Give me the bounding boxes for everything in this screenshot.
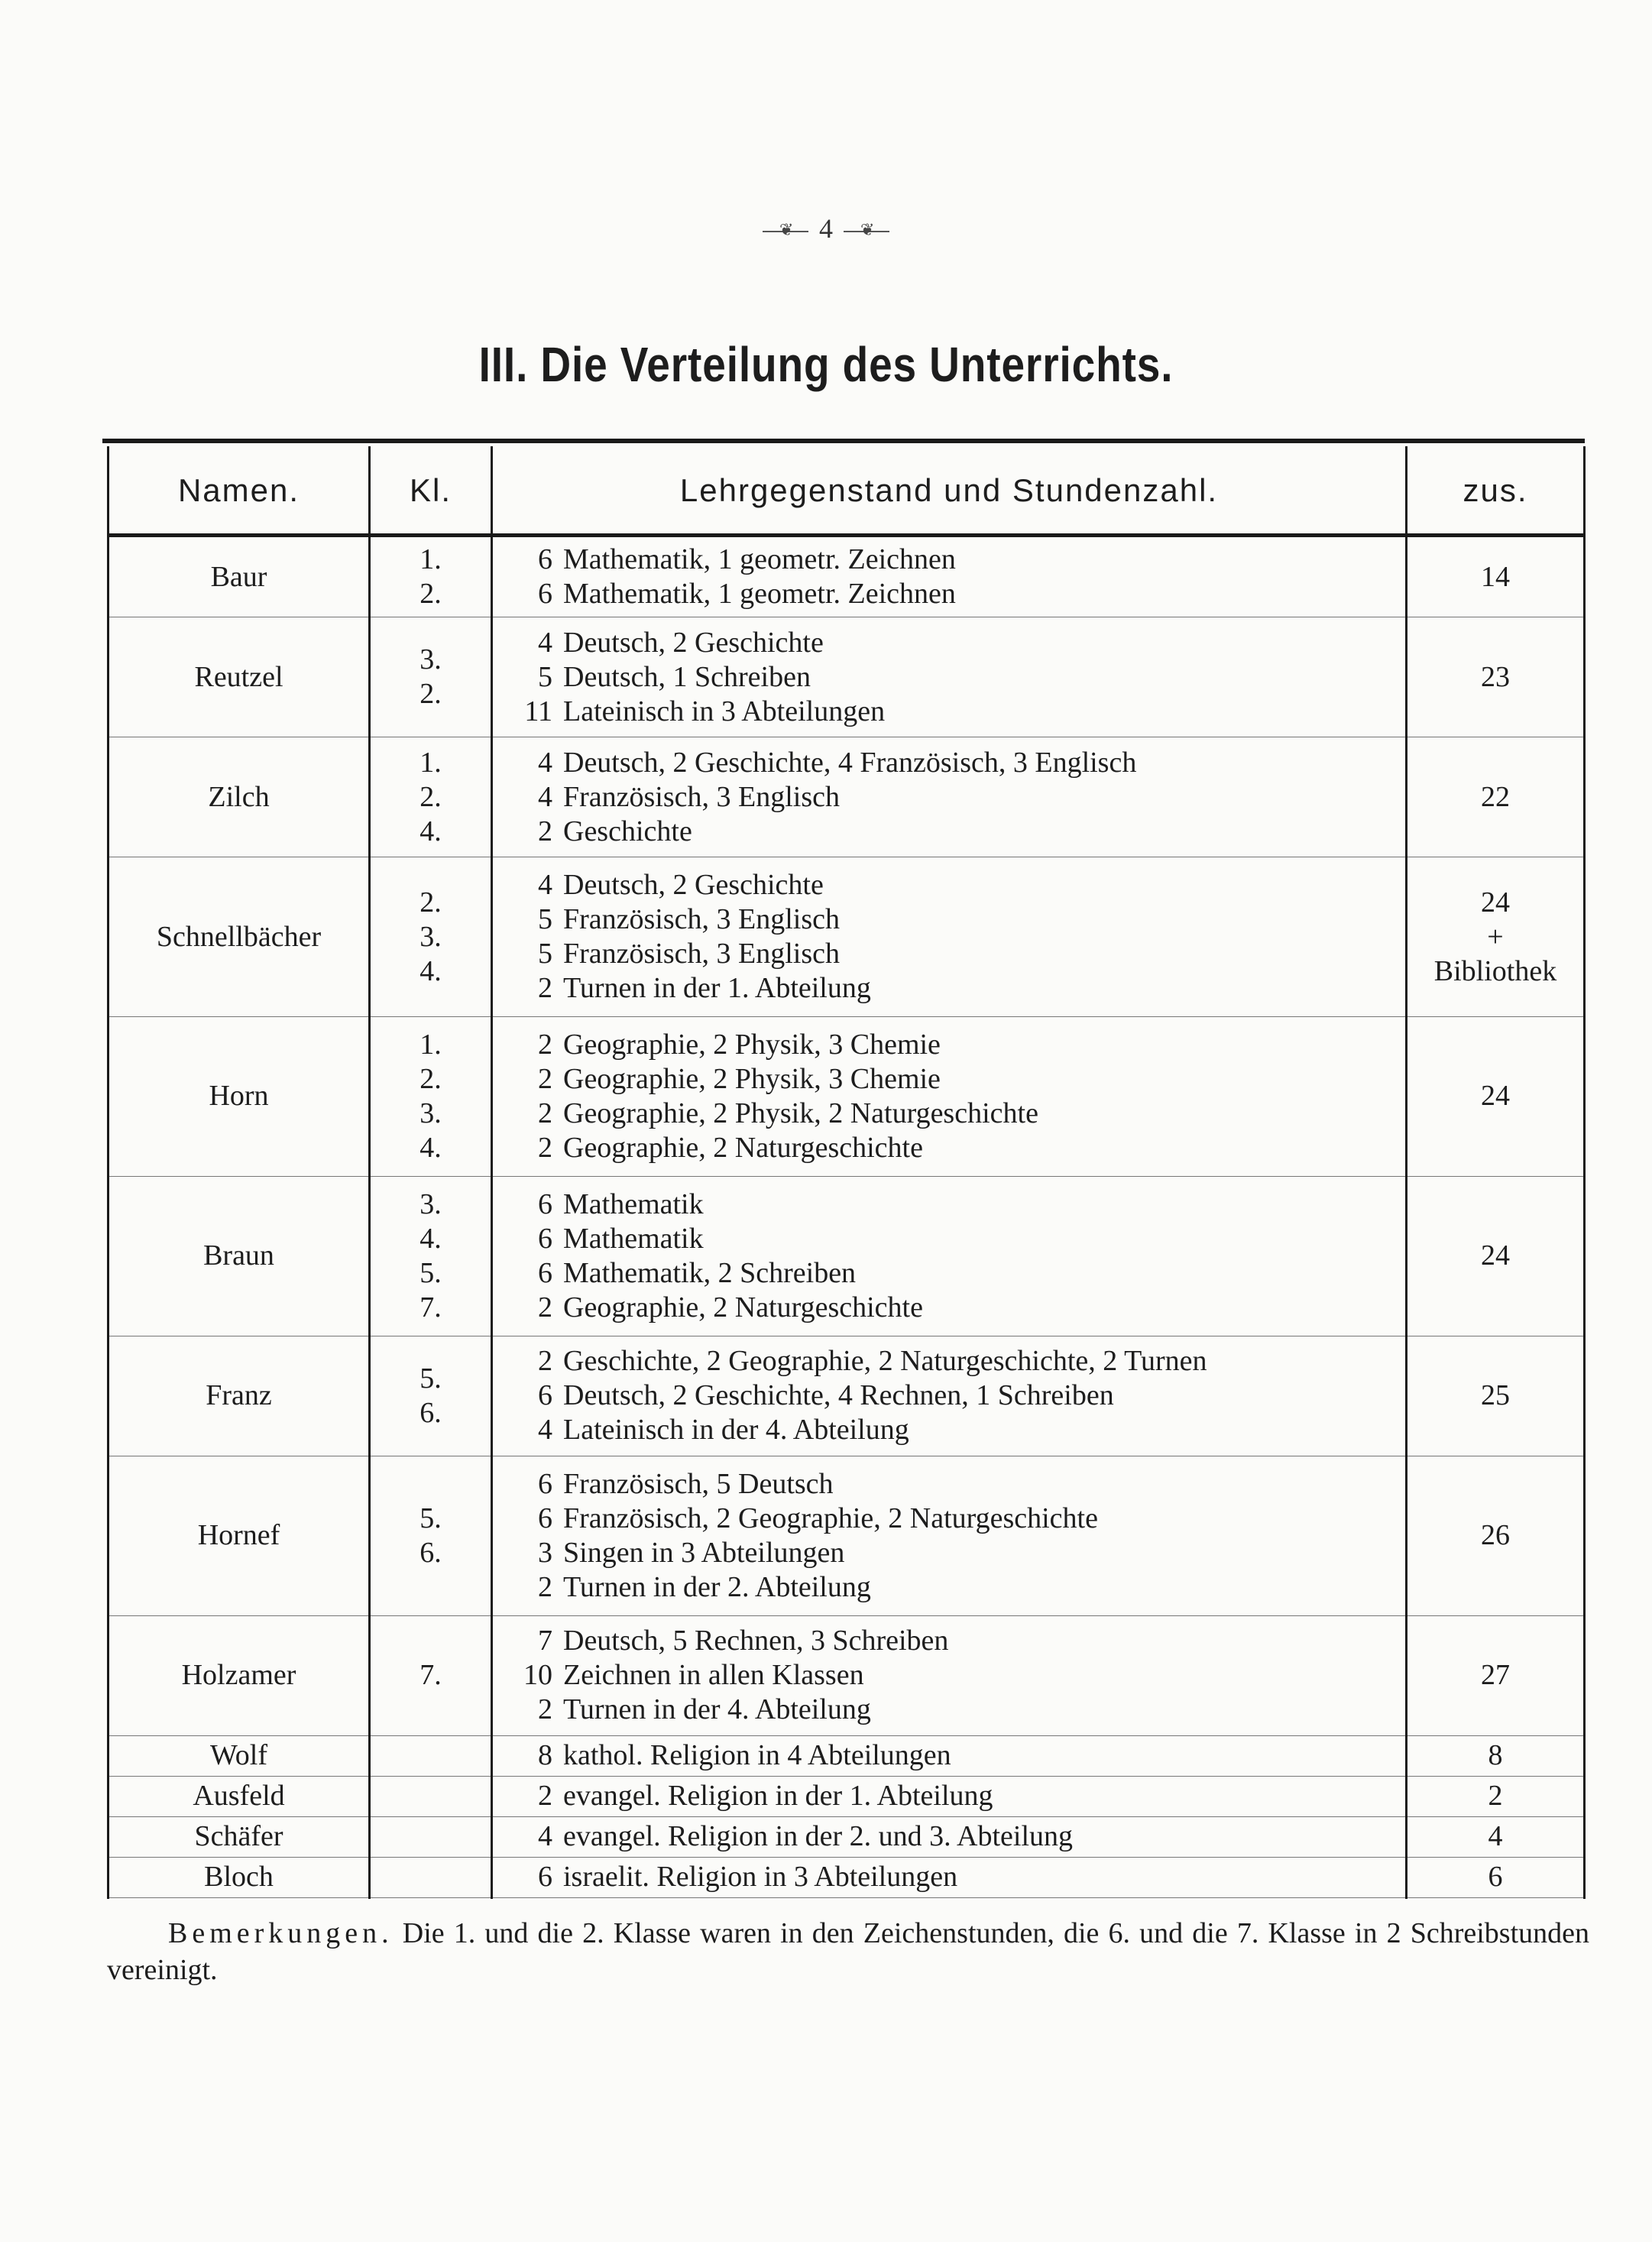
subject-text: kathol. Religion in 4 Abteilungen: [563, 1739, 951, 1772]
subject-text: Mathematik: [563, 1187, 704, 1220]
left-ornament-icon: [763, 231, 808, 232]
table-header-row: [109, 446, 1585, 536]
subject-line: [493, 780, 1405, 815]
total-cell: [1407, 1456, 1585, 1615]
hours-count: 11: [524, 695, 552, 727]
table-top-rule: [102, 439, 1585, 443]
table-row: [109, 536, 1585, 617]
subject-line: [493, 1344, 1405, 1379]
hours-count: 2: [538, 815, 552, 847]
hours-count: 4: [538, 746, 552, 779]
total-cell: [1407, 1735, 1585, 1776]
subject-line: [493, 1819, 1405, 1854]
class-number: 4.: [419, 815, 442, 847]
remarks-text: Die 1. und die 2. Klasse waren in den Zeichenstunden, die 6. und die 7. Klasse in 2 Schreibstunden vereinigt.: [107, 1917, 1590, 1986]
class-number: 4.: [419, 1222, 442, 1255]
hours-count: 2: [538, 1693, 552, 1726]
header-subjects: Lehrgegenstand und Stundenzahl.: [492, 446, 1407, 536]
subject-text: Deutsch, 5 Rechnen, 3 Schreiben: [563, 1625, 949, 1657]
subject-line: [493, 1502, 1405, 1536]
subjects-cell: [492, 1735, 1407, 1776]
table-row: [109, 857, 1585, 1017]
class-number: 1.: [419, 1028, 442, 1061]
subject-line: [493, 1860, 1405, 1894]
subject-text: Singen in 3 Abteilungen: [563, 1536, 845, 1569]
subject-text: Mathematik, 1 geometr. Zeichnen: [563, 543, 956, 576]
class-cell: [370, 1456, 492, 1615]
total-cell: [1407, 1816, 1585, 1857]
subject-line: [493, 1379, 1405, 1413]
subject-text: Französisch, 5 Deutsch: [563, 1467, 834, 1500]
teacher-name: Ausfeld: [109, 1776, 370, 1816]
table-row: [109, 1456, 1585, 1615]
class-cell: [370, 737, 492, 857]
total-cell: [1407, 857, 1585, 1017]
class-number: 4.: [419, 1131, 442, 1164]
total-value: 24: [1481, 1080, 1510, 1113]
subject-text: evangel. Religion in der 1. Abteilung: [563, 1780, 993, 1813]
hours-count: 2: [538, 972, 552, 1005]
hours-count: 8: [538, 1739, 552, 1772]
hours-count: 6: [538, 1467, 552, 1500]
subject-line: [493, 902, 1405, 937]
total-value: 14: [1481, 560, 1510, 593]
hours-count: 10: [523, 1659, 552, 1692]
page-number-value: 4: [819, 213, 833, 244]
hours-count: 2: [538, 1097, 552, 1129]
class-cell: [370, 1735, 492, 1776]
subject-line: [493, 577, 1405, 611]
hours-count: 2: [538, 1062, 552, 1095]
class-number: 2.: [419, 780, 442, 813]
hours-count: 2: [538, 1028, 552, 1061]
hours-count: 5: [538, 660, 552, 693]
hours-count: 6: [538, 1502, 552, 1534]
hours-count: 4: [538, 1820, 552, 1853]
subject-text: Turnen in der 4. Abteilung: [563, 1693, 871, 1726]
total-value: 24: [1481, 1239, 1510, 1272]
subject-line: [493, 1693, 1405, 1727]
class-number: 4.: [419, 954, 442, 987]
teacher-name: Braun: [109, 1176, 370, 1336]
total-cell: [1407, 1615, 1585, 1735]
hours-count: 3: [538, 1536, 552, 1569]
hours-count: 2: [538, 1131, 552, 1164]
page-number: [0, 212, 1652, 245]
subject-text: Lateinisch in 3 Abteilungen: [563, 695, 886, 727]
class-number: 6.: [419, 1396, 442, 1429]
class-number: 5.: [419, 1256, 442, 1289]
page-title: III. Die Verteilung des Unterrichts.: [478, 337, 1174, 392]
subject-line: [493, 815, 1405, 849]
subject-line: [493, 868, 1405, 902]
subject-line: [493, 1097, 1405, 1131]
total-value: 24: [1481, 886, 1510, 919]
subjects-cell: [492, 1456, 1407, 1615]
subject-line: [493, 1624, 1405, 1658]
total-cell: [1407, 1776, 1585, 1816]
subject-text: evangel. Religion in der 2. und 3. Abteilung: [563, 1820, 1074, 1853]
teacher-name: Hornef: [109, 1456, 370, 1615]
subject-text: Turnen in der 1. Abteilung: [563, 972, 871, 1005]
total-cell: [1407, 536, 1585, 617]
subject-line: [493, 660, 1405, 695]
class-cell: [370, 1017, 492, 1177]
hours-count: 6: [538, 1379, 552, 1412]
teacher-name: Zilch: [109, 737, 370, 857]
subject-line: [493, 1256, 1405, 1291]
subject-line: [493, 1028, 1405, 1062]
class-number: 3.: [419, 1097, 442, 1129]
subject-line: [493, 746, 1405, 780]
subject-line: [493, 543, 1405, 577]
remarks: [107, 1915, 1589, 1988]
class-number: 2.: [419, 886, 442, 919]
teacher-name: Franz: [109, 1336, 370, 1456]
teacher-name: Reutzel: [109, 617, 370, 737]
total-cell: [1407, 617, 1585, 737]
right-ornament-icon: [844, 231, 889, 232]
subject-text: Mathematik, 2 Schreiben: [563, 1256, 857, 1289]
table-row: [109, 1336, 1585, 1456]
class-cell: [370, 1176, 492, 1336]
table-row: [109, 617, 1585, 737]
total-value: 6: [1488, 1861, 1503, 1894]
hours-count: 6: [538, 543, 552, 576]
hours-count: 5: [538, 903, 552, 936]
table-row: [109, 1017, 1585, 1177]
subject-line: [493, 1658, 1405, 1693]
teacher-name: Holzamer: [109, 1615, 370, 1735]
hours-count: 7: [538, 1625, 552, 1657]
teacher-name: Schnellbächer: [109, 857, 370, 1017]
subject-line: [493, 1131, 1405, 1165]
total-cell: [1407, 1176, 1585, 1336]
class-cell: [370, 1857, 492, 1897]
table-row: [109, 737, 1585, 857]
empty-cell: [492, 1897, 1407, 1898]
header-total: zus.: [1407, 446, 1585, 536]
class-number: 2.: [419, 578, 442, 611]
subject-text: Deutsch, 2 Geschichte, 4 Französisch, 3 Englisch: [563, 746, 1137, 779]
class-number: 1.: [419, 543, 442, 576]
subject-line: [493, 937, 1405, 971]
subject-text: Französisch, 3 Englisch: [563, 903, 841, 936]
total-value: 27: [1481, 1659, 1510, 1692]
total-cell: [1407, 1336, 1585, 1456]
total-value: 22: [1481, 780, 1510, 813]
subject-line: [493, 1570, 1405, 1605]
teacher-name: Wolf: [109, 1735, 370, 1776]
class-number: 7.: [419, 1659, 442, 1692]
class-cell: [370, 1615, 492, 1735]
teacher-name: Bloch: [109, 1857, 370, 1897]
table-row: [109, 1816, 1585, 1857]
hours-count: 4: [538, 1414, 552, 1447]
subject-text: Französisch, 3 Englisch: [563, 938, 841, 970]
hours-count: 6: [538, 1222, 552, 1255]
teacher-name: Baur: [109, 536, 370, 617]
subjects-cell: [492, 1615, 1407, 1735]
class-cell: [370, 1816, 492, 1857]
subject-text: Deutsch, 2 Geschichte: [563, 626, 824, 659]
class-number: 3.: [419, 920, 442, 953]
subject-text: Geschichte, 2 Geographie, 2 Naturgeschichte, 2 Turnen: [563, 1345, 1207, 1378]
hours-count: 6: [538, 1256, 552, 1289]
total-value: 26: [1481, 1519, 1510, 1552]
class-number: 3.: [419, 643, 442, 676]
subject-line: [493, 1062, 1405, 1097]
total-cell: [1407, 737, 1585, 857]
total-cell: [1407, 1857, 1585, 1897]
subject-line: [493, 1187, 1405, 1222]
subject-text: Deutsch, 2 Geschichte, 4 Rechnen, 1 Schreiben: [563, 1379, 1114, 1412]
total-value: Bibliothek: [1433, 954, 1557, 987]
hours-count: 2: [538, 1345, 552, 1378]
hours-count: 6: [538, 578, 552, 611]
class-number: 5.: [419, 1502, 442, 1534]
subjects-cell: [492, 536, 1407, 617]
class-number: 6.: [419, 1536, 442, 1569]
header-class: Kl.: [370, 446, 492, 536]
subjects-cell: [492, 857, 1407, 1017]
subject-line: [493, 1779, 1405, 1813]
class-number: 2.: [419, 1062, 442, 1095]
hours-count: 4: [538, 780, 552, 813]
class-cell: [370, 857, 492, 1017]
hours-count: 2: [538, 1780, 552, 1813]
empty-cell: [1407, 1897, 1585, 1898]
empty-cell: [109, 1897, 370, 1898]
teaching-schedule-table: [107, 446, 1586, 1898]
remarks-lead: Bemerkungen.: [168, 1917, 394, 1949]
subject-text: Zeichnen in allen Klassen: [563, 1659, 864, 1692]
subjects-cell: [492, 1336, 1407, 1456]
teacher-name: Schäfer: [109, 1816, 370, 1857]
subject-line: [493, 1536, 1405, 1570]
subject-line: [493, 1467, 1405, 1502]
subject-text: Französisch, 3 Englisch: [563, 780, 841, 813]
subject-text: Deutsch, 2 Geschichte: [563, 869, 824, 902]
class-number: 3.: [419, 1187, 442, 1220]
subjects-cell: [492, 1816, 1407, 1857]
subject-line: [493, 971, 1405, 1006]
table-row: [109, 1176, 1585, 1336]
teacher-name: Horn: [109, 1017, 370, 1177]
class-cell: [370, 617, 492, 737]
total-value: 4: [1488, 1820, 1503, 1853]
class-number: 7.: [419, 1291, 442, 1323]
table-row: [109, 1735, 1585, 1776]
subject-line: [493, 1291, 1405, 1325]
subject-text: Mathematik, 1 geometr. Zeichnen: [563, 578, 956, 611]
hours-count: 6: [538, 1861, 552, 1894]
class-number: 1.: [419, 746, 442, 779]
table-row: [109, 1776, 1585, 1816]
subjects-cell: [492, 1857, 1407, 1897]
subjects-cell: [492, 1017, 1407, 1177]
subject-text: Mathematik: [563, 1222, 704, 1255]
hours-count: 2: [538, 1291, 552, 1323]
subject-text: Geographie, 2 Naturgeschichte: [563, 1291, 923, 1323]
subject-text: Geographie, 2 Physik, 2 Naturgeschichte: [563, 1097, 1038, 1129]
total-value: 2: [1488, 1780, 1503, 1813]
total-value: 25: [1481, 1379, 1510, 1412]
hours-count: 4: [538, 869, 552, 902]
subject-text: Geschichte: [563, 815, 692, 847]
subject-text: Deutsch, 1 Schreiben: [563, 660, 811, 693]
table-filler-row: [109, 1897, 1585, 1898]
subject-text: Geographie, 2 Physik, 3 Chemie: [563, 1062, 941, 1095]
hours-count: 5: [538, 938, 552, 970]
total-value: 8: [1488, 1739, 1503, 1772]
subject-line: [493, 626, 1405, 660]
subject-line: [493, 695, 1405, 729]
hours-count: 4: [538, 626, 552, 659]
subject-line: [493, 1222, 1405, 1256]
header-names: Namen.: [109, 446, 370, 536]
table-row: [109, 1615, 1585, 1735]
class-cell: [370, 536, 492, 617]
subject-text: Geographie, 2 Naturgeschichte: [563, 1131, 923, 1164]
subject-line: [493, 1413, 1405, 1447]
subject-text: Französisch, 2 Geographie, 2 Naturgeschichte: [563, 1502, 1098, 1534]
class-number: 2.: [419, 678, 442, 711]
total-cell: [1407, 1017, 1585, 1177]
hours-count: 6: [538, 1187, 552, 1220]
subject-text: israelit. Religion in 3 Abteilungen: [563, 1861, 958, 1894]
hours-count: 2: [538, 1570, 552, 1603]
total-value: +: [1487, 920, 1504, 953]
class-number: 5.: [419, 1362, 442, 1395]
class-cell: [370, 1336, 492, 1456]
subjects-cell: [492, 737, 1407, 857]
subjects-cell: [492, 1176, 1407, 1336]
subject-text: Geographie, 2 Physik, 3 Chemie: [563, 1028, 941, 1061]
empty-cell: [370, 1897, 492, 1898]
subjects-cell: [492, 1776, 1407, 1816]
subject-text: Turnen in der 2. Abteilung: [563, 1570, 871, 1603]
total-value: 23: [1481, 660, 1510, 693]
subject-text: Lateinisch in der 4. Abteilung: [563, 1414, 909, 1447]
subjects-cell: [492, 617, 1407, 737]
table-row: [109, 1857, 1585, 1897]
subject-line: [493, 1738, 1405, 1773]
class-cell: [370, 1776, 492, 1816]
